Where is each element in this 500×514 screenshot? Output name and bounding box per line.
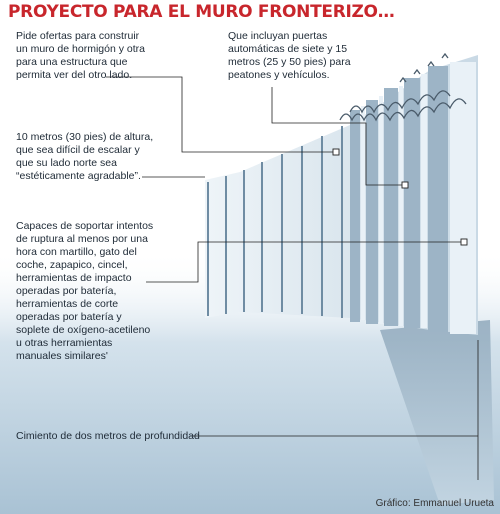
annotation-cimiento: Cimiento de dos metros de profundidad — [16, 430, 200, 442]
graphic-credit: Gráfico: Emmanuel Urueta — [375, 498, 494, 509]
page-title: PROYECTO PARA EL MURO FRONTERIZO… — [8, 2, 395, 22]
annotation-altura: 10 metros (30 pies) de altura, que sea difícil de escalar y que su lado norte sea “estéticamente agradable”. — [16, 131, 154, 182]
annotation-ruptura: Capaces de soportar intentos de ruptura al menos por una hora con martillo, gato del coche, zapapico, cincel, herramientas de impacto operadas por batería, herramientas de corte operadas por batería y soplete de oxígeno-acetileno u otras herramientas manuales similares' — [16, 220, 154, 362]
annotation-puertas: Que incluyan puertas automáticas de siete y 15 metros (25 y 50 pies) para peatones y vehículos. — [228, 30, 351, 81]
annotation-ofertas: Pide ofertas para construir un muro de hormigón y otra para una estructura que permita ver del otro lado. — [16, 30, 145, 81]
